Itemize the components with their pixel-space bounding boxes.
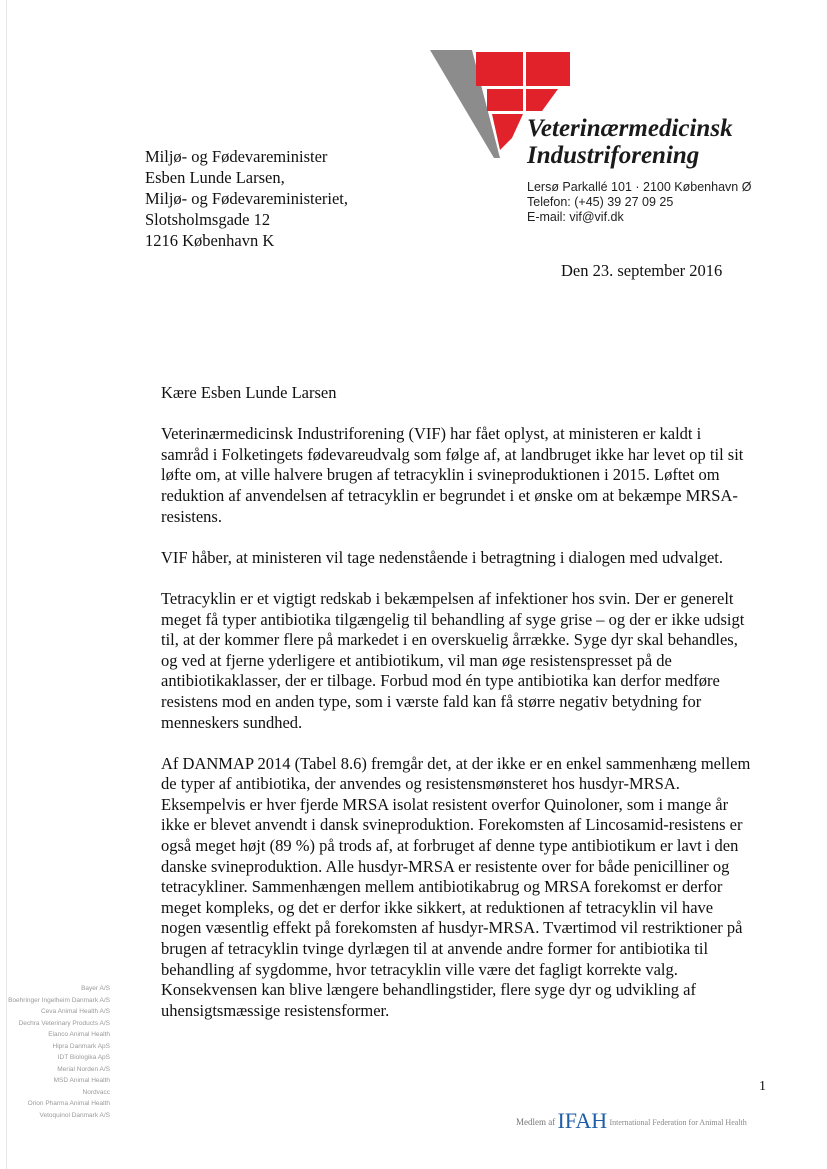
organisation-contact bbox=[527, 180, 751, 225]
letter-date: Den 23. september 2016 bbox=[561, 261, 723, 280]
body-paragraph: Af DANMAP 2014 (Tabel 8.6) fremgår det, at der ikke er en enkel sammenhæng mellem de typer af antibiotika, der anvendes og resistensmønsteret hos husdyr-MRSA. Eksempelvis er hver fjerde MRSA isolat resistent overfor Quinoloner, som i mange år ikke er blevet anvendt i dansk svineproduktion. Forekomsten af Lincosamid-resistens er også meget højt (89 %) på trods af, at forbruget af denne type antibiotikum er lavt i den danske svineproduktion. Alle husdyr-MRSA er resistente over for både penicilliner og tetracykliner. Sammenhængen mellem antibiotikabrug og MRSA forekomst er derfor meget kompleks, og det er derfor ikke sikkert, at reduktionen af tetracyklin vil have nogen væsentlig effekt på forekomsten af husdyr-MRSA. Tværtimod vil restriktioner på brugen af tetracyklin tvinge dyrlægen til at anvende andre former for antibiotika til behandling af sygdomme, hvor tetracyklin ville være det fagligt korrekte valg. Konsekvensen kan blive længere behandlingstider, flere syge dyr og udvikling af uhensigtsmæssige resistensformer. bbox=[161, 753, 751, 1020]
body-paragraph: Tetracyklin er et vigtigt redskab i bekæmpelsen af infektioner hos svin. Der er generelt meget få typer antibiotika tilgængelig til behandling af syge grise – og der er ikke udsigt til, at der kommer flere på markedet i en overskuelig årrække. Syge dyr skal behandles, og ved at fjerne yderligere et antibiotikum, vil man øge resistenspresset på de antibiotikaklasser, der er tilbage. Forbud mod én type antibiotika kan derfor medføre resistens mod en anden type, som i værste fald kan få større negativ betydning for menneskers sundhed. bbox=[161, 588, 745, 732]
recipient-address-block bbox=[145, 146, 348, 251]
page-number: 1 bbox=[759, 1079, 766, 1094]
ifah-membership-footer bbox=[516, 1108, 747, 1134]
org-address: Lersø Parkallé 101 · 2100 København Ø bbox=[527, 180, 752, 194]
organisation-name bbox=[527, 115, 733, 169]
org-name-line-1: Veterinærmedicinsk bbox=[527, 115, 733, 142]
member-company: Ceva Animal Health A/S bbox=[40, 1008, 110, 1015]
member-company: MSD Animal Health bbox=[53, 1077, 110, 1084]
recipient-line: Miljø- og Fødevareminister bbox=[145, 147, 328, 166]
member-company: Hipra Danmark ApS bbox=[52, 1042, 110, 1050]
body-paragraph: Veterinærmedicinsk Industriforening (VIF) har fået oplyst, at ministeren er kaldt i samråd i Folketingets fødevareudvalg som følge af, at landbruget ikke har levet op til sit løfte om, at ville halvere brugen af tetracyklin i svineproduktionen i 2015. Løftet om reduktion af anvendelsen af tetracyklin er begrundet i et ønske om at bekæmpe MRSA-resistens. bbox=[161, 424, 744, 526]
member-company: Vetoquinol Danmark A/S bbox=[39, 1111, 110, 1119]
member-company: Merial Norden A/S bbox=[57, 1065, 110, 1073]
recipient-line: Miljø- og Fødevareministeriet, bbox=[145, 189, 349, 208]
recipient-line: 1216 København K bbox=[145, 231, 275, 250]
org-phone: Telefon: (+45) 39 27 09 25 bbox=[527, 195, 674, 209]
member-company: IDT Biologika ApS bbox=[57, 1054, 110, 1061]
salutation: Kære Esben Lunde Larsen bbox=[161, 383, 337, 402]
member-companies-list bbox=[0, 983, 110, 1121]
member-company: Boehringer Ingelheim Danmark A/S bbox=[8, 996, 110, 1004]
recipient-line: Esben Lunde Larsen, bbox=[145, 168, 285, 187]
org-name-line-2: Industriforening bbox=[527, 142, 700, 169]
member-company: Nordvacc bbox=[82, 1088, 110, 1096]
ifah-logo-icon: IFAH bbox=[557, 1108, 608, 1133]
member-company: Elanco Animal Health bbox=[48, 1031, 110, 1038]
member-company: Orion Pharma Animal Health bbox=[27, 1100, 110, 1107]
member-company: Bayer A/S bbox=[81, 985, 110, 992]
org-email: E-mail: vif@vif.dk bbox=[527, 210, 624, 224]
letter-body bbox=[161, 383, 751, 1042]
ifah-full-name: International Federation for Animal Health bbox=[609, 1118, 747, 1127]
body-paragraph: VIF håber, at ministeren vil tage nedenstående i betragtning i dialogen med udvalget. bbox=[161, 547, 723, 567]
recipient-line: Slotsholmsgade 12 bbox=[145, 210, 271, 229]
member-company: Dechra Veterinary Products A/S bbox=[18, 1019, 110, 1027]
member-of-label: Medlem af bbox=[516, 1117, 556, 1127]
